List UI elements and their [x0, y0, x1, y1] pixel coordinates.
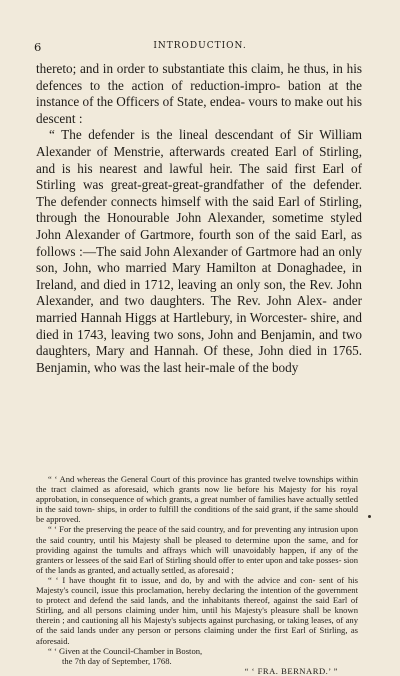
quoted-defence: “ The defender is the lineal descendant of Sir William Alexander of Menstrie, afterwards created Earl of Stirling, and is his nearest and lawful heir. The said first Earl of Stirling was great-great-great-grandfather of the defender. The defender connects himself with the said Earl of Stirling, through the Honourable John Alexander, sometime styled John Alexander of Gartmore, fourth son of the said Earl, as follows :—The said John Alexander of Gartmore had an only son, John, who married Mary Hamilton at Donaghadee, in Ireland, and died in 1712, leaving an only son, the Rev. John Alexander, and two daughters. The Rev. John Alex- ander married Hannah Higgs at Hartlebury, in Worcester- shire, and died in 1743, leaving two sons, John and Benjamin, and two daughters, Mary and Hannah. Of these, John died in 1765. Benjamin, who was the last heir-male of the body — [36, 127, 362, 375]
extract-paragraph: “ ‘ I have thought fit to issue, and do, by and with the advice and con- sent of his Majesty's council, issue this proclamation, hereby declaring the intention of the government to protect and defend the said lands, and the inhabitants thereof, against the said Earl of Stirling, and all persons claiming under him, until his Majesty's pleasure shall be known therein ; and cautioning all his Majesty's subjects against purchasing, or taking leases, of any of the said lands under any person or persons claiming under the first Earl of Stirling, as aforesaid. — [36, 574, 358, 646]
dated-line-place: “ ‘ Given at the Council-Chamber in Boston, — [48, 645, 203, 656]
main-text — [36, 61, 362, 376]
margin-ink-dot — [368, 515, 371, 518]
page-number: 6 — [34, 40, 42, 54]
running-title: INTRODUCTION. — [153, 41, 247, 51]
extract-paragraph: “ ‘ For the preserving the peace of the said country, and for preventing any intrusion upon the said country, until his Majesty shall be pleased to determine upon the same, and for providing against the tumults and affrays which will unavoidably happen, if any of the granters or lessees of the said Earl of Stirling should offer to enter upon and take posses- sion of the lands as granted, and actually settled, as aforesaid ; — [36, 524, 358, 575]
page-header — [34, 40, 366, 56]
dated-line-date: the 7th day of September, 1768. — [62, 655, 172, 666]
proclamation-extract — [36, 474, 358, 676]
signature: “ ‘ FRA. BERNARD.’ ” — [244, 665, 338, 676]
intro-paragraph: thereto; and in order to substantiate this claim, he thus, in his defences to the action of reduction-impro- bation at the instance of the Officers of State, endea- vours to make out his descent : — [36, 61, 362, 126]
extract-paragraph: “ ‘ And whereas the General Court of this province has granted twelve townships within the tract claimed as aforesaid, which grants now lie before his Majesty for his royal approbation, in consequence of which grants, a great number of families have actually settled in the said town- ships, in order to fulfill the conditions of the said grant, if the same should be approved. — [36, 474, 358, 525]
